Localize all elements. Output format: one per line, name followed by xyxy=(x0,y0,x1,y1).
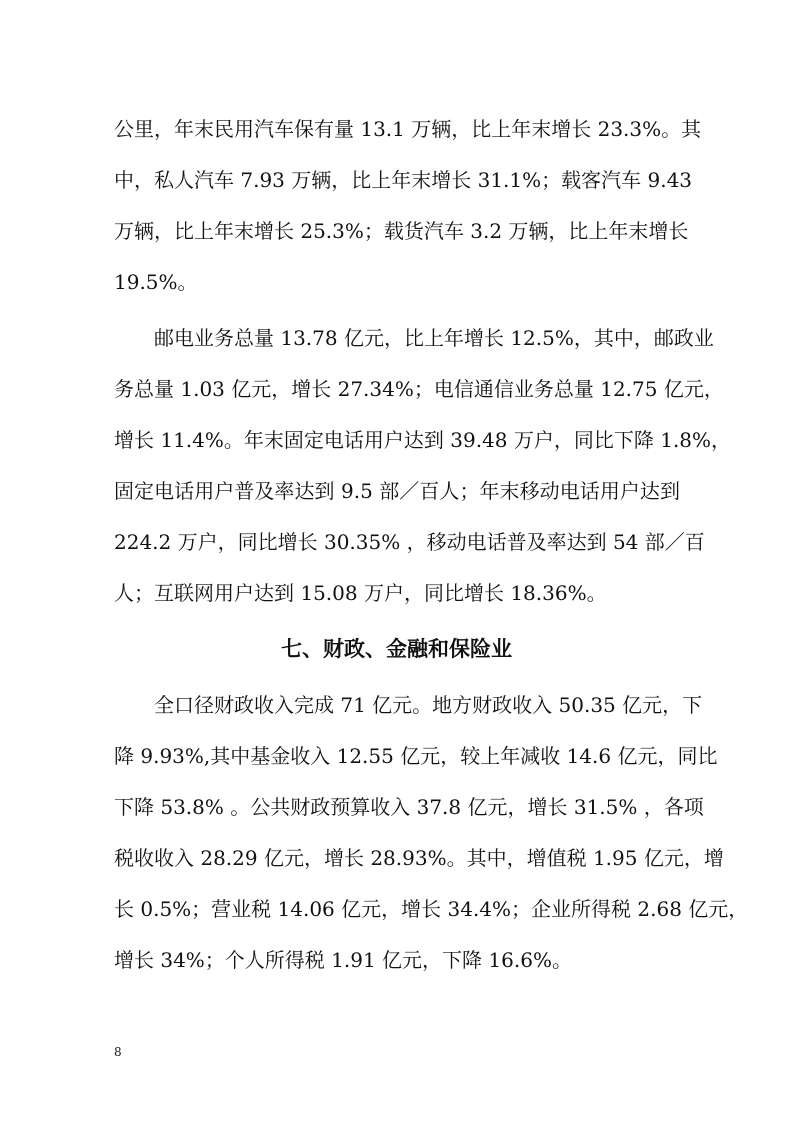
paragraph-1-line-2: 中，私人汽车 7.93 万辆，比上年末增长 31.1%；载客汽车 9.43 xyxy=(114,168,693,192)
page-number: 8 xyxy=(114,1045,122,1059)
section-heading: 七、财政、金融和保险业 xyxy=(281,637,512,661)
paragraph-2-line-1: 邮电业务总量 13.78 亿元，比上年增长 12.5%，其中，邮政业 xyxy=(154,326,714,350)
paragraph-2-line-4: 固定电话用户普及率达到 9.5 部／百人；年末移动电话用户达到 xyxy=(114,479,680,503)
paragraph-2-line-5: 224.2 万户，同比增长 30.35% ，移动电话普及率达到 54 部／百 xyxy=(114,530,705,554)
paragraph-3-line-1: 全口径财政收入完成 71 亿元。地方财政收入 50.35 亿元，下 xyxy=(154,693,703,717)
paragraph-3-line-4: 税收收入 28.29 亿元，增长 28.93%。其中，增值税 1.95 亿元，增 xyxy=(114,846,724,870)
paragraph-3-line-3: 下降 53.8% 。公共财政预算收入 37.8 亿元，增长 31.5% ，各项 xyxy=(114,795,704,819)
paragraph-1-line-3: 万辆，比上年末增长 25.3%；载货汽车 3.2 万辆，比上年末增长 xyxy=(114,219,689,243)
paragraph-2-line-6: 人；互联网用户达到 15.08 万户，同比增长 18.36%。 xyxy=(114,581,607,605)
paragraph-1-line-4: 19.5%。 xyxy=(114,270,198,294)
paragraph-2-line-2: 务总量 1.03 亿元，增长 27.34%；电信通信业务总量 12.75 亿元， xyxy=(114,377,724,401)
paragraph-3-line-2: 降 9.93%,其中基金收入 12.55 亿元，较上年减收 14.6 亿元，同比 xyxy=(114,744,718,768)
paragraph-3-line-6: 增长 34%；个人所得税 1.91 亿元，下降 16.6%。 xyxy=(114,948,572,972)
paragraph-3-line-5: 长 0.5%；营业税 14.06 亿元，增长 34.4%；企业所得税 2.68 亿元， xyxy=(114,897,749,921)
paragraph-2-line-3: 增长 11.4%。年末固定电话用户达到 39.48 万户，同比下降 1.8%， xyxy=(114,428,732,452)
paragraph-1-line-1: 公里，年末民用汽车保有量 13.1 万辆，比上年末增长 23.3%。其 xyxy=(114,117,702,141)
